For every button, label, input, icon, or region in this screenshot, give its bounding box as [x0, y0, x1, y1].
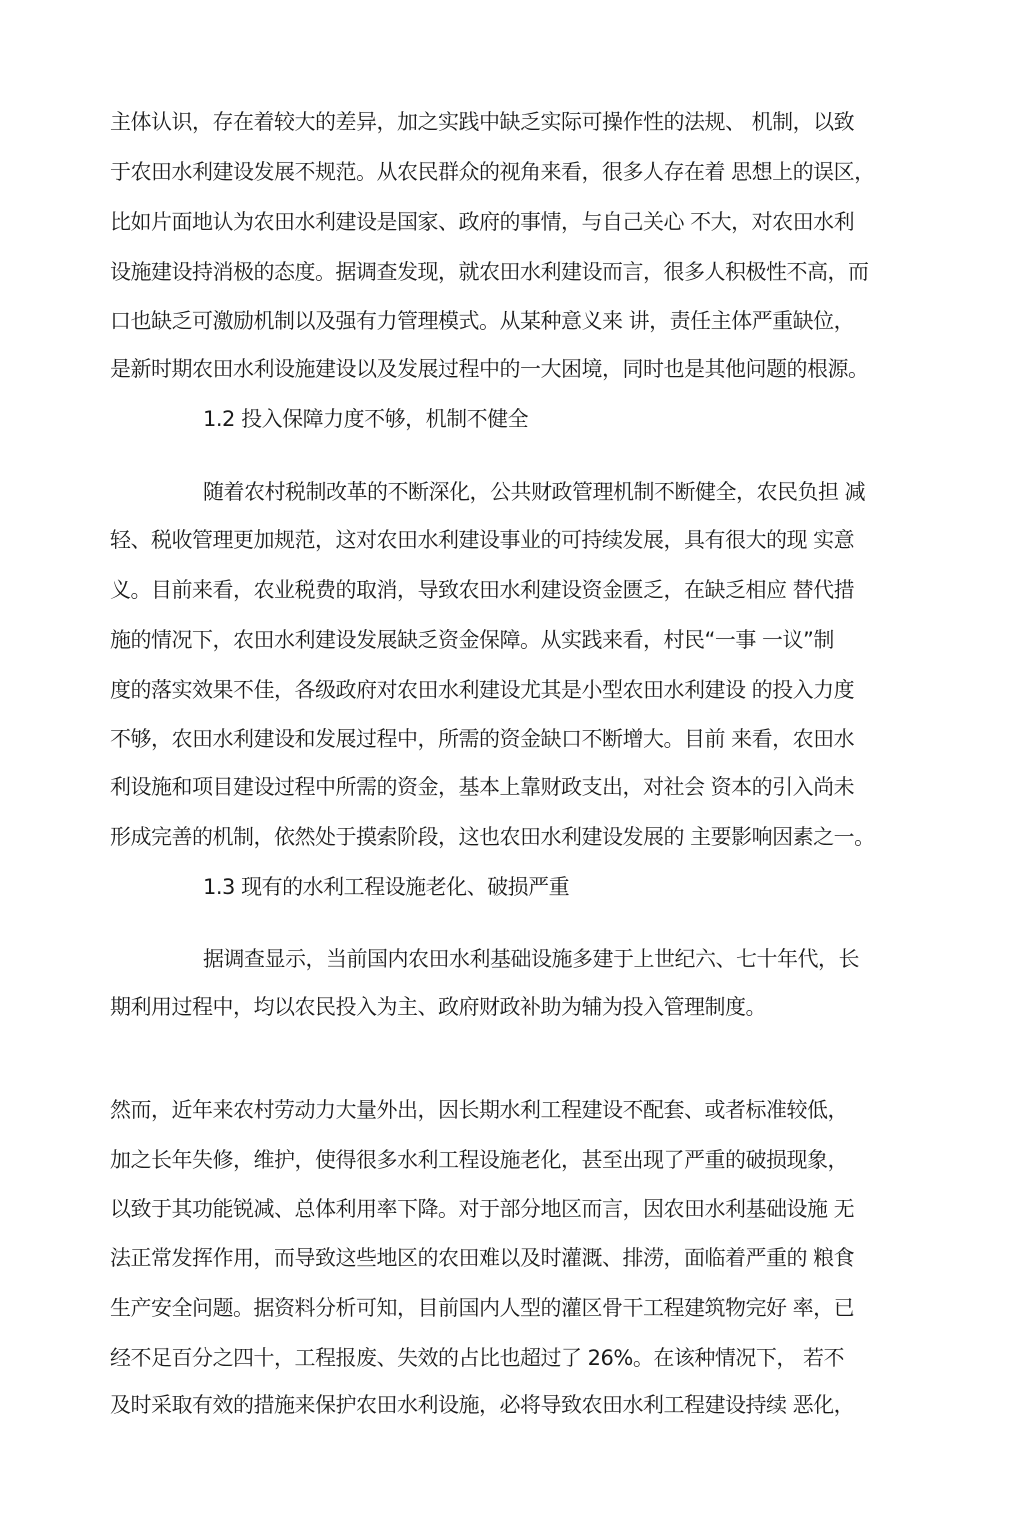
paragraph-line: 以致于其功能锐减、总体利用率下降。对于部分地区而言，因农田水利基础设施 无: [110, 1197, 855, 1221]
paragraph-line: 随着农村税制改革的不断深化，公共财政管理机制不断健全，农民负担 减: [203, 480, 866, 504]
section-heading: 1.2 投入保障力度不够，机制不健全: [203, 407, 529, 431]
paragraph-line: 形成完善的机制，依然处于摸索阶段，这也农田水利建设发展的 主要影响因素之一。: [110, 825, 875, 849]
paragraph-line: 法正常发挥作用，而导致这些地区的农田难以及时灌溉、排涝，面临着严重的 粮食: [110, 1246, 855, 1270]
paragraph-line: 加之长年失修，维护，使得很多水利工程设施老化，甚至出现了严重的破损现象，: [110, 1148, 848, 1172]
paragraph-line: 然而，近年来农村劳动力大量外出，因长期水利工程建设不配套、或者标准较低，: [110, 1098, 848, 1122]
paragraph-line: 比如片面地认为农田水利建设是国家、政府的事情，与自己关心 不大，对农田水利: [110, 210, 855, 234]
paragraph-line: 及时采取有效的措施来保护农田水利设施，必将导致农田水利工程建设持续 恶化，: [110, 1393, 855, 1417]
paragraph-line: 度的落实效果不佳，各级政府对农田水利建设尤其是小型农田水利建设 的投入力度: [110, 678, 855, 702]
paragraph-line: 期利用过程中，均以农民投入为主、政府财政补助为辅为投入管理制度。: [110, 995, 766, 1019]
paragraph-line: 施的情况下，农田水利建设发展缺乏资金保障。从实践来看，村民“一事 一议”制: [110, 628, 834, 652]
paragraph-line: 轻、税收管理更加规范，这对农田水利建设事业的可持续发展，具有很大的现 实意: [110, 528, 855, 552]
paragraph-line: 于农田水利建设发展不规范。从农民群众的视角来看，很多人存在着 思想上的误区，: [110, 160, 875, 184]
paragraph-line: 不够，农田水利建设和发展过程中，所需的资金缺口不断增大。目前 来看，农田水: [110, 727, 855, 751]
paragraph-line: 经不足百分之四十，工程报废、失效的占比也超过了 26%。在该种情况下， 若不: [110, 1346, 845, 1370]
paragraph-line: 义。目前来看，农业税费的取消，导致农田水利建设资金匮乏，在缺乏相应 替代措: [110, 578, 855, 602]
paragraph-line: 设施建设持消极的态度。据调查发现，就农田水利建设而言，很多人积极性不高，而: [110, 260, 869, 284]
paragraph-line: 口也缺乏可激励机制以及强有力管理模式。从某种意义来 讲，责任主体严重缺位，: [110, 309, 855, 333]
paragraph-line: 据调查显示，当前国内农田水利基础设施多建于上世纪六、七十年代，长: [203, 947, 859, 971]
paragraph-line: 利设施和项目建设过程中所需的资金，基本上靠财政支出，对社会 资本的引入尚未: [110, 775, 855, 799]
paragraph-line: 主体认识，存在着较大的差异，加之实践中缺乏实际可操作性的法规、 机制，以致: [110, 110, 855, 134]
paragraph-line: 生产安全问题。据资料分析可知，目前国内人型的灌区骨干工程建筑物完好 率，已: [110, 1296, 855, 1320]
section-heading: 1.3 现有的水利工程设施老化、破损严重: [203, 875, 570, 899]
paragraph-line: 是新时期农田水利设施建设以及发展过程中的一大困境，同时也是其他问题的根源。: [110, 357, 869, 381]
